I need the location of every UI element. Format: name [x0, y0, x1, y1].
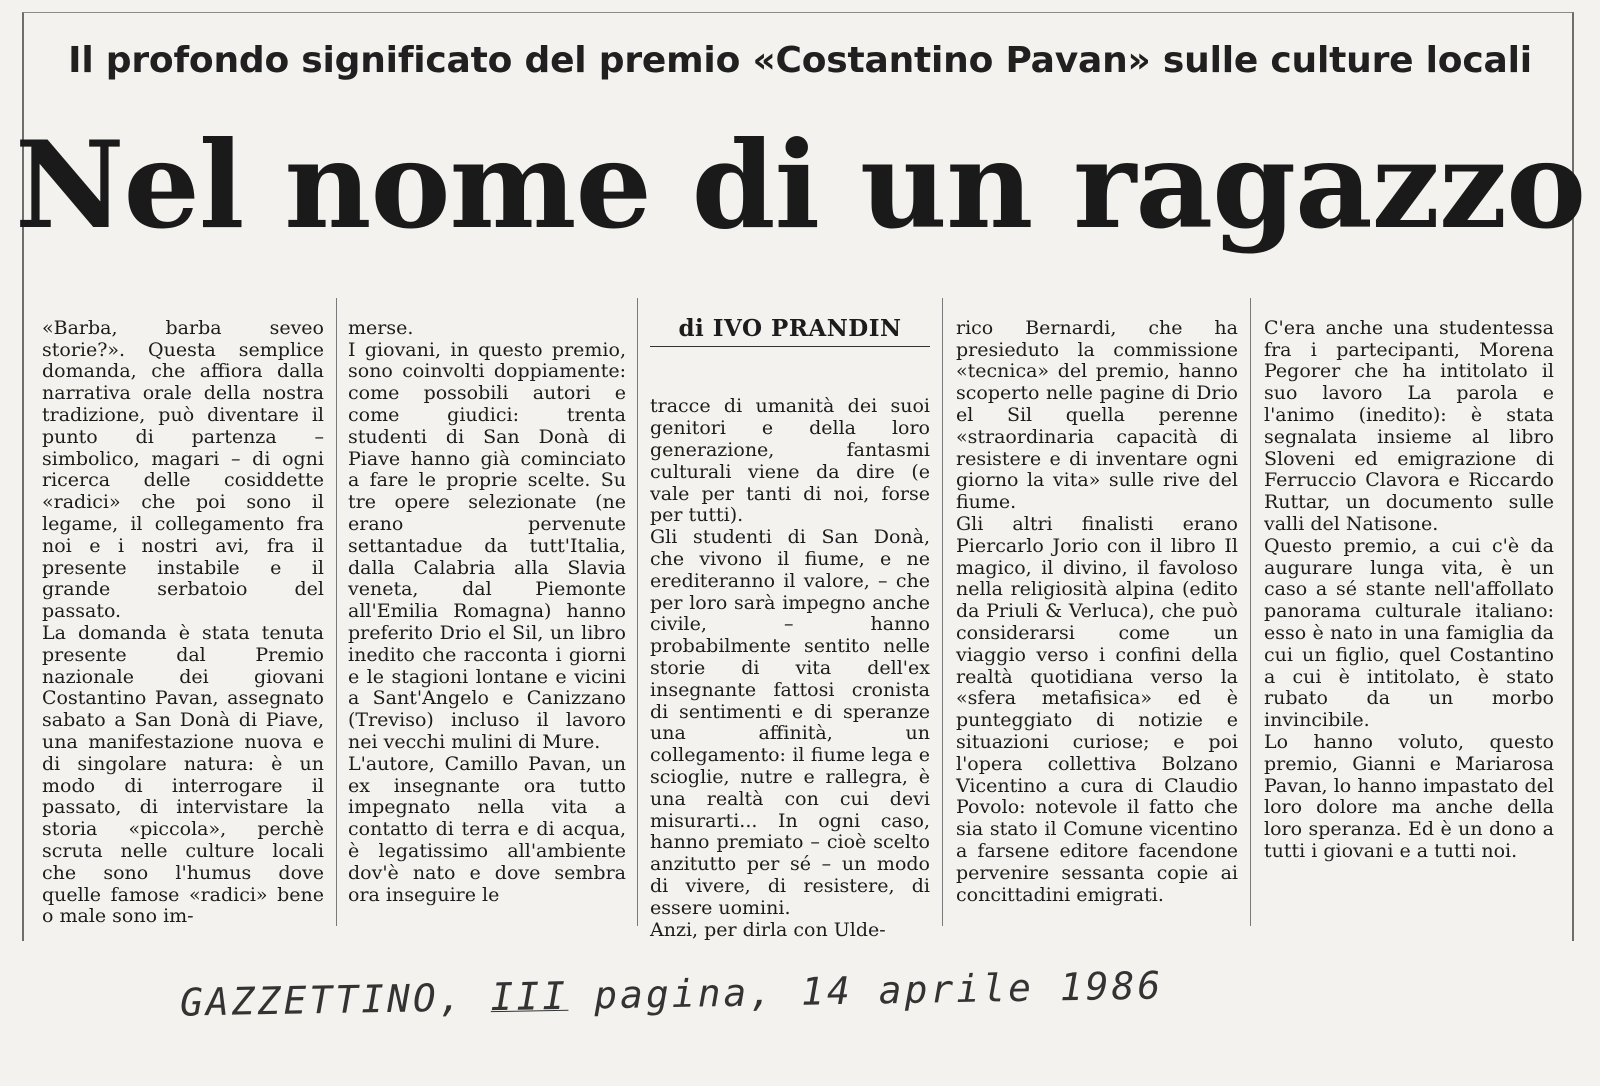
article-column-5 — [1264, 296, 1554, 885]
note-page: III — [490, 973, 569, 1020]
article-column-4 — [956, 296, 1238, 928]
handwritten-source-note: GAZZETTINO, III pagina, 14 aprile 1986 — [179, 963, 1164, 1025]
article-column-3 — [650, 296, 930, 963]
note-source: GAZZETTINO — [179, 976, 440, 1025]
byline: di IVO PRANDIN — [650, 318, 930, 347]
column-text: C'era anche una studentessa fra i partecipanti, Morena Pegorer che ha intitolato il suo lavoro La parola e l'animo (inedito): è stata segnalata insieme al libro Sloveni ed emigrazione di Ferruccio Clavora e Riccardo Ruttar, un documento sulle valli del Natisone. Questo premio, a cui c'è da augurare lunga vita, è un caso a sé stante nell'affollato panorama culturale italiano: esso è nato in una famiglia da cui un figlio, quel Costantino a cui è intitolato, è stato rubato da un morbo invincibile. Lo hanno voluto, questo premio, Gianni e Mariarosa Pavan, lo hanno impastato del loro dolore ma anche della loro speranza. Ed è un dono a tutti i giovani e a tutti noi. — [1264, 316, 1554, 862]
column-rule — [637, 298, 638, 926]
article-column-2 — [348, 296, 626, 928]
note-date: pagina, 14 aprile 1986 — [593, 963, 1164, 1018]
column-text: «Barba, barba seveo storie?». Questa semplice domanda, che affiora dalla narrativa orale della nostra tradizione, può diventare il punto di partenza – simbolico, magari – di ogni ricerca delle cosiddette «radici» che poi sono il legame, il collegamento fra noi e i nostri avi, fra il presente instabile e il grande serbatoio del passato. La domanda è stata tenuta presente dal Premio nazionale dei giovani Costantino Pavan, assegnato sabato a San Donà di Piave, una manifestazione nuova e di singolare natura: è un modo di interrogare il passato, di intervistare la storia «piccola», perchè scruta nelle culture locali che sono l'humus dove quelle famose «radici» bene o male sono im- — [42, 316, 324, 928]
article-column-1 — [42, 296, 324, 950]
column-rule — [1250, 298, 1251, 926]
column-rule — [336, 298, 337, 926]
article-headline: Nel nome di un ragazzo — [14, 115, 1586, 256]
column-text: rico Bernardi, che ha presieduto la commissione «tecnica» del premio, hanno scoperto nelle pagine di Drio el Sil quella perenne «straordinaria capacità di resistere e di inventare ogni giorno la vita» sulle rive del fiume. Gli altri finalisti erano Piercarlo Jorio con il libro Il magico, il divino, il favoloso nella religiosità alpina (edito da Priuli & Verluca), che può considerarsi come un viaggio verso i confini della realtà quotidiana verso la «sfera metafisica» ed è punteggiato di notizie e situazioni curiose; e poi l'opera collettiva Bolzano Vicentino a cura di Claudio Povolo: notevole il fatto che sia stato il Comune vicentino a farsene editore facendone pervenire sessanta copie ai concittadini emigrati. — [956, 316, 1238, 906]
column-text: merse. I giovani, in questo premio, sono coinvolti doppiamente: come possobili autori e come giudici: trenta studenti di San Donà di Piave hanno già cominciato a fare le proprie scelte. Su tre opere selezionate (ne erano pervenute settantadue da tutt'Italia, dalla Calabria alla Slavia veneta, dal Piemonte all'Emilia Romagna) hanno preferito Drio el Sil, un libro inedito che racconta i giorni e le stagioni lontane e vicini a Sant'Angelo e Canizzano (Treviso) incluso il lavoro nei vecchi mulini di Mure. L'autore, Camillo Pavan, un ex insegnante ora tutto impegnato nella vita a contatto di terra e di acqua, è legatissimo all'ambiente dov'è nato e dove sembra ora inseguire le — [348, 316, 626, 906]
column-text: tracce di umanità dei suoi genitori e della loro generazione, fantasmi culturali viene da dire (e vale per tanti di noi, forse per tutti). Gli studenti di San Donà, che vivono il fiume, e ne erediteranno il valore, – che per loro sarà impegno anche civile, – hanno probabilmente sentito nelle storie di vita dell'ex insegnante fattosi cronista di sentimenti e di speranze una affinità, un collegamento: il fiume lega e scioglie, nutre e rallegra, è una realtà con cui devi misurarti... In ogni caso, hanno premiato – cioè scelto anzitutto per sé – un modo di vivere, di resistere, di essere uomini. Anzi, per dirla con Ulde- — [650, 395, 930, 941]
article-kicker: Il profondo significato del premio «Costantino Pavan» sulle culture locali — [68, 40, 1532, 81]
column-rule — [942, 298, 943, 926]
